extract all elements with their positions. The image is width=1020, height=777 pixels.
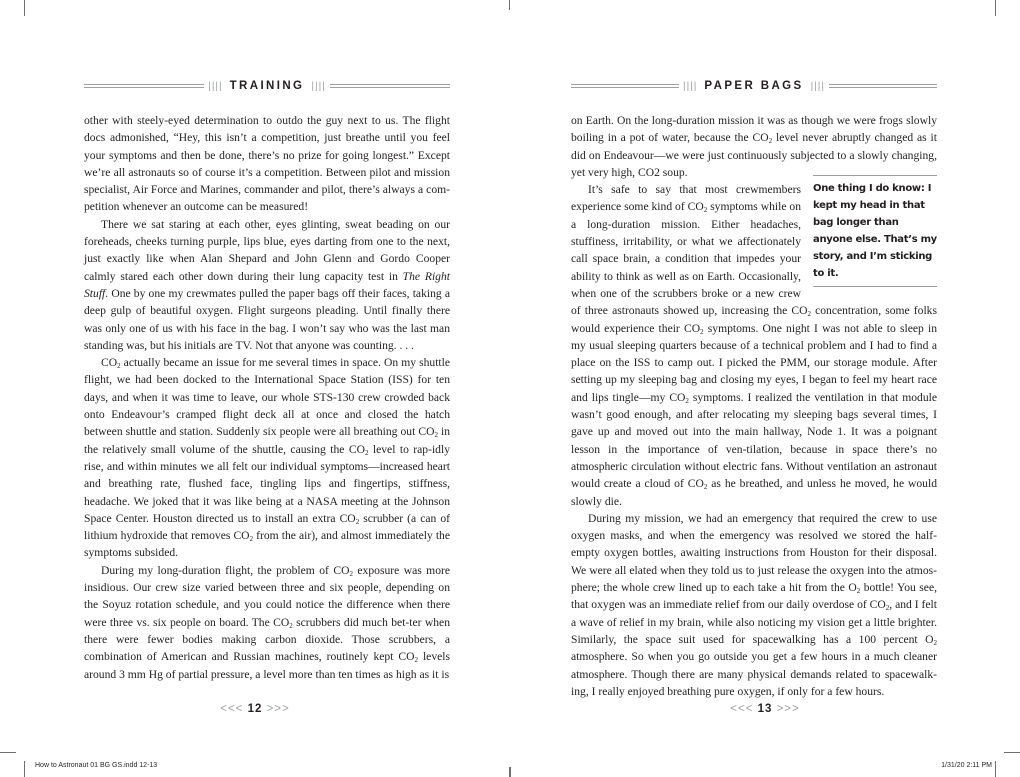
page-number: 12 [247,703,263,715]
folio-right-arrows: >>> [266,703,290,715]
crop-mark [995,761,996,777]
folio-left-arrows: <<< [220,703,244,715]
paragraph: There we sat staring at each other, eyes glinting, sweat beading on our foreheads, cheeks turning purple, lips blue, eyes darting from one to the next, just exactly like when Alan Shepard and John Glenn and Gordo Cooper calmly stared each other down during their lung capacity test in The Right Stuff. One by one my crewmates pulled the paper bags off their faces, taking a deep gulp of beautiful oxygen. Flight surgeons pleading. Until finally there was only one of us with his face in the bag. I won’t say who was the last man standing was, but his initials are TV. Not that anyone was counting. . . . [84,217,450,352]
paragraph: on Earth. On the long-duration mission it was as though we were frogs slowly boiling in a pot of water, because the $CO_2$ level never abruptly changed as it did on Endeavour—we were just continuously subjected to a slowly changing, yet very high, CO2 soup. [571,114,937,179]
header-rule [330,84,450,88]
header-bars: |||| [810,80,825,92]
crop-mark [1004,752,1020,753]
page-number: 13 [757,703,773,715]
folio-right-arrows: >>> [776,703,800,715]
pull-quote: One thing I do know: I kept my head in that bag longer than anyone else. That’s my story, and I’m sticking to it. [813,175,937,287]
right-page [510,0,1020,777]
running-header [571,78,937,94]
chapter-title: PAPER BAGS [704,80,804,92]
paragraph: During my long-duration flight, the problem of $CO_2$ exposure was more insidious. Our crew size varied between three and six people, depending on the Soyuz rotation schedule, and you could notice the difference when there were three vs. six people on board. The $CO_2$ scrubbers did much bet-ter when there were fewer bodies making carbon dioxide. Those scrubbers, a combination of American and Russian machines, routinely kept $CO_2$ levels around 3 mm Hg of partial pressure, a level more than ten times as high as it is [84,563,451,681]
crop-mark [24,761,25,777]
slug-timestamp: 1/31/20 2:11 PM [941,762,992,769]
header-bars: |||| [208,80,223,92]
crop-mark [24,0,25,16]
chapter-title: TRAINING [229,80,305,92]
header-rule [829,84,937,88]
header-rule [84,84,204,88]
body-text [84,112,450,683]
header-bars: |||| [311,80,326,92]
paragraph: $CO_2$ actually became an issue for me several times in space. On my shuttle flight, we had been docked to the International Space Station (ISS) for ten days, and when it was time to leave, our whole STS-130 crew crowded back onto Endeavour’s cramped flight deck all at once and closed the hatch between shuttle and station. Suddenly six people were all breathing out $CO_2$ in the relatively small volume of the shuttle, causing the $CO_2$ level to rap-idly rise, and within minutes we all felt our individual symptoms—increased heart and breathing rate, flushed face, tingling lips and fingertips, stiffness, headache. We joked that it was like being at a NASA meeting at the Johnson Space Center. Houston directed us to install an extra $CO_2$ scrubber (a can of lithium hydroxide that removes $CO_2$ from the air), and almost immediately the symptoms subsided. [84,356,451,560]
folio-left-arrows: <<< [730,703,754,715]
body-text [571,112,937,700]
paragraph: During my mission, we had an emergency that required the crew to use oxygen masks, and when the emergency was resolved we stored the half-empty oxygen bottles, awaiting instructions from Houston for their disposal. We were all elated when they told us to just release the oxygen into the atmos-phere; the whole crew lined up to each take a hit from the $O_2$ bottle! You see, that oxygen was an immediate relief from our daily overdose of $CO_2$, and I felt a wave of relief in my brain, while also noticing my vision get a little brighter. Similarly, the space suit used for spacewalking has a 100 percent $O_2$ atmosphere. So when you go outside you get a few hours in a much cleaner atmosphere. Though there are many physical demands related to spacewalk-ing, I really enjoyed breathing pure oxygen, if only for a few hours. [571,511,937,698]
header-bars: |||| [683,80,698,92]
page-folio [0,703,510,715]
crop-mark [510,767,511,777]
crop-mark [995,0,996,16]
running-header [84,78,450,94]
page-folio [510,703,1020,715]
slug-file-info: How to Astronaut 01 BG GS.indd 12-13 [35,762,158,769]
paragraph: It’s safe to say that most crewmembers experience some kind of $CO_2$ symptoms while on a long-duration mission. Either headaches, stuffiness, irritability, or what we affectionately call space brain, a condition that impedes your ability to think as well as on Earth. Occasionally, when one of the scrubbers broke or a new crew of three astronauts showed up, increasing the $CO_2$ concentration, some folks would experience their $CO_2$ symptoms. One night I was not able to sleep in my usual sleeping quarters because of a technical problem and I had to find a place on the ISS to camp out. I picked the PMM, our storage module. After setting up my sleeping bag and closing my eyes, I began to feel my heart race and lips tingle—my $CO_2$ symptoms. I realized the ventilation in that module wasn’t good enough, and after relocating my sleeping bags several times, I gave up and moved out into the main hallway, Node 1. It was a poignant lesson in the importance of ven-tilation, because in space there’s no atmospheric circulation without electric fans. Without ventilation an astronaut would create a cloud of $CO_2$ as he breathed, and unless he moved, he would slowly die. [571,183,938,508]
crop-mark [0,752,16,753]
paragraph: other with steely-eyed determination to outdo the guy next to us. The flight docs admonished, “Hey, this isn’t a competition, just breathe until you feel your symptoms and then be done, there’s no prize for going longest.” Except we’re all astronauts so of course it’s a competition. Between pilot and mission specialist, Air Force and Marines, commander and pilot, there’s always a com-petition whenever an outcome can be measured! [84,114,450,214]
header-rule [571,84,679,88]
